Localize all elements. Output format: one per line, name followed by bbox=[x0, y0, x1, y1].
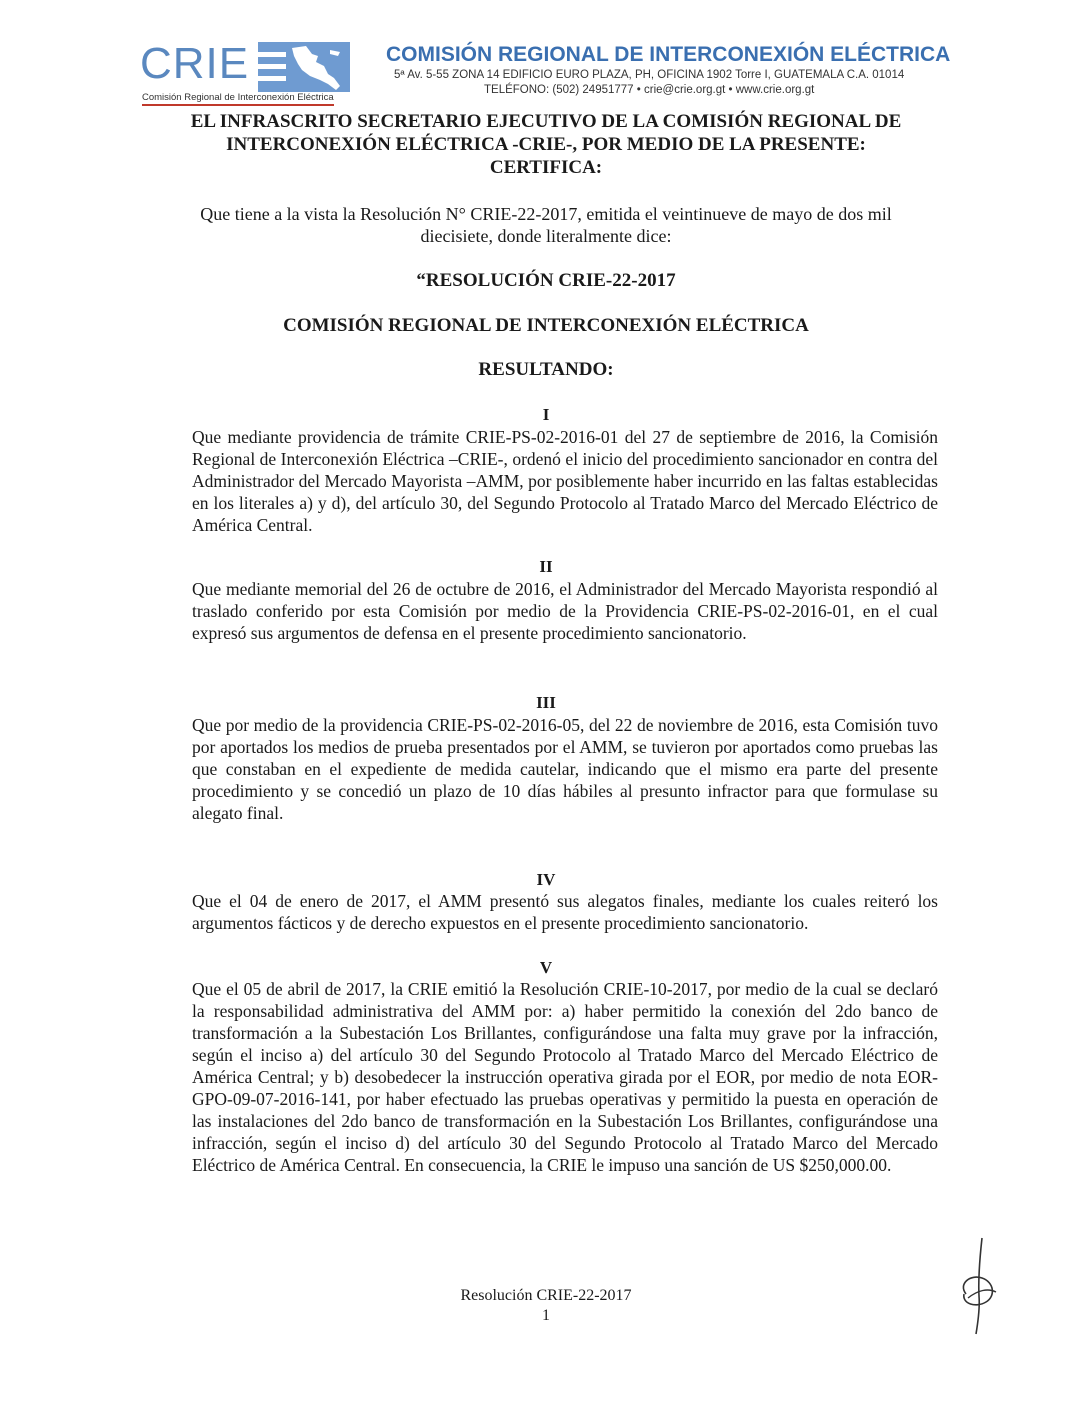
item-paragraph: Que mediante providencia de trámite CRIE-PS-02-2016-01 del 27 de septiembre de 2016, la Comisión Regional de Interconexión Eléctrica –CRIE-, ordenó el inicio del procedimiento sancionador en contra del Administrador del Mercado Mayorista –AMM, por posiblemente haber incurrido en las faltas establecidas en los literales a) y d), del artículo 30, del Segundo Protocolo al Tratado Marco del Mercado Eléctrico de América Central. bbox=[192, 427, 938, 535]
handwritten-signature bbox=[948, 1236, 1008, 1336]
item-paragraph: Que el 05 de abril de 2017, la CRIE emitió la Resolución CRIE-10-2017, por medio de la cual se declaró la responsabilidad administrativa del AMM por: a) haber permitido la conexión del 2do banco de transformación a la Subestación Los Brillantes, configurándose una falta muy grave por la infracción, según el inciso a) del artículo 30 del Segundo Protocolo al Tratado Marco del Mercado Eléctrico de América Central; y b) desobedecer la instrucción operativa girada por el EOR, por medio de nota EOR-GPO-09-07-2016-141, por haber efectuado las pruebas operativas y permitido la puesta en operación de las instalaciones del 2do banco de transformación en la Subestación Los Brillantes, configurándose una infracción, según el inciso d) del artículo 30 del Segundo Protocolo al Tratado Marco del Mercado Eléctrico de América Central. En consecuencia, la CRIE le impuso una sanción de US $250,000.00. bbox=[192, 979, 938, 1175]
item-numeral: V bbox=[539, 958, 553, 977]
organization-name: COMISIÓN REGIONAL DE INTERCONEXIÓN ELÉCTRICA bbox=[386, 43, 951, 66]
item-paragraph: Que por medio de la providencia CRIE-PS-02-2016-05, del 22 de noviembre de 2016, esta Comisión tuvo por aportados los medios de prueba presentados por el AMM, se tuvieron por aportados como pruebas las que constaban en el expediente de medida cautelar, indicando que el mismo era parte del presente procedimiento y se concedió un plazo de 10 días hábiles al presunto infractor para que formulase su alegato final. bbox=[192, 715, 938, 823]
organization-contact: TELÉFONO: (502) 24951777 • crie@crie.org.gt • www.crie.org.gt bbox=[484, 84, 815, 96]
item-numeral: III bbox=[536, 693, 556, 712]
certification-heading-line-2: INTERCONEXIÓN ELÉCTRICA -CRIE-, POR MEDIO DE LA PRESENTE: bbox=[226, 134, 866, 155]
footer-label: Resolución CRIE-22-2017 bbox=[460, 1287, 632, 1304]
logo-wordmark: CRIE bbox=[140, 39, 250, 88]
certification-heading-line-3: CERTIFICA: bbox=[489, 157, 603, 178]
item-numeral: I bbox=[542, 405, 550, 424]
letterhead bbox=[0, 0, 1088, 110]
logo-tagline: Comisión Regional de Interconexión Eléctrica bbox=[142, 92, 334, 106]
certification-heading-line-1: EL INFRASCRITO SECRETARIO EJECUTIVO DE LA COMISIÓN REGIONAL DE bbox=[190, 111, 902, 132]
commission-title: COMISIÓN REGIONAL DE INTERCONEXIÓN ELÉCTRICA bbox=[283, 315, 809, 336]
section-title: RESULTANDO: bbox=[478, 359, 614, 380]
intro-line-2: diecisiete, donde literalmente dice: bbox=[420, 226, 672, 246]
organization-address: 5ª Av. 5-55 ZONA 14 EDIFICIO EURO PLAZA, PH, OFICINA 1902 Torre I, GUATEMALA C.A. 01014 bbox=[394, 69, 905, 81]
item-paragraph: Que el 04 de enero de 2017, el AMM presentó sus alegatos finales, mediante los cuales reiteró los argumentos fácticos y de derecho expuestos en el presente procedimiento sancionatorio. bbox=[192, 891, 938, 933]
resolution-title: “RESOLUCIÓN CRIE-22-2017 bbox=[416, 270, 676, 291]
page-number: 1 bbox=[542, 1307, 550, 1324]
item-numeral: IV bbox=[536, 870, 556, 889]
item-paragraph: Que mediante memorial del 26 de octubre de 2016, el Administrador del Mercado Mayorista respondió al traslado conferido por esta Comisión por medio de la Providencia CRIE-PS-02-2016-01, en el cual expresó sus argumentos de defensa en el presente procedimiento sancionatorio. bbox=[192, 579, 938, 643]
crie-logo bbox=[140, 40, 355, 106]
item-numeral: II bbox=[539, 557, 553, 576]
intro-line-1: Que tiene a la vista la Resolución N° CRIE-22-2017, emitida el veintinueve de mayo de dos mil bbox=[200, 204, 892, 224]
central-america-map-icon bbox=[258, 40, 354, 96]
